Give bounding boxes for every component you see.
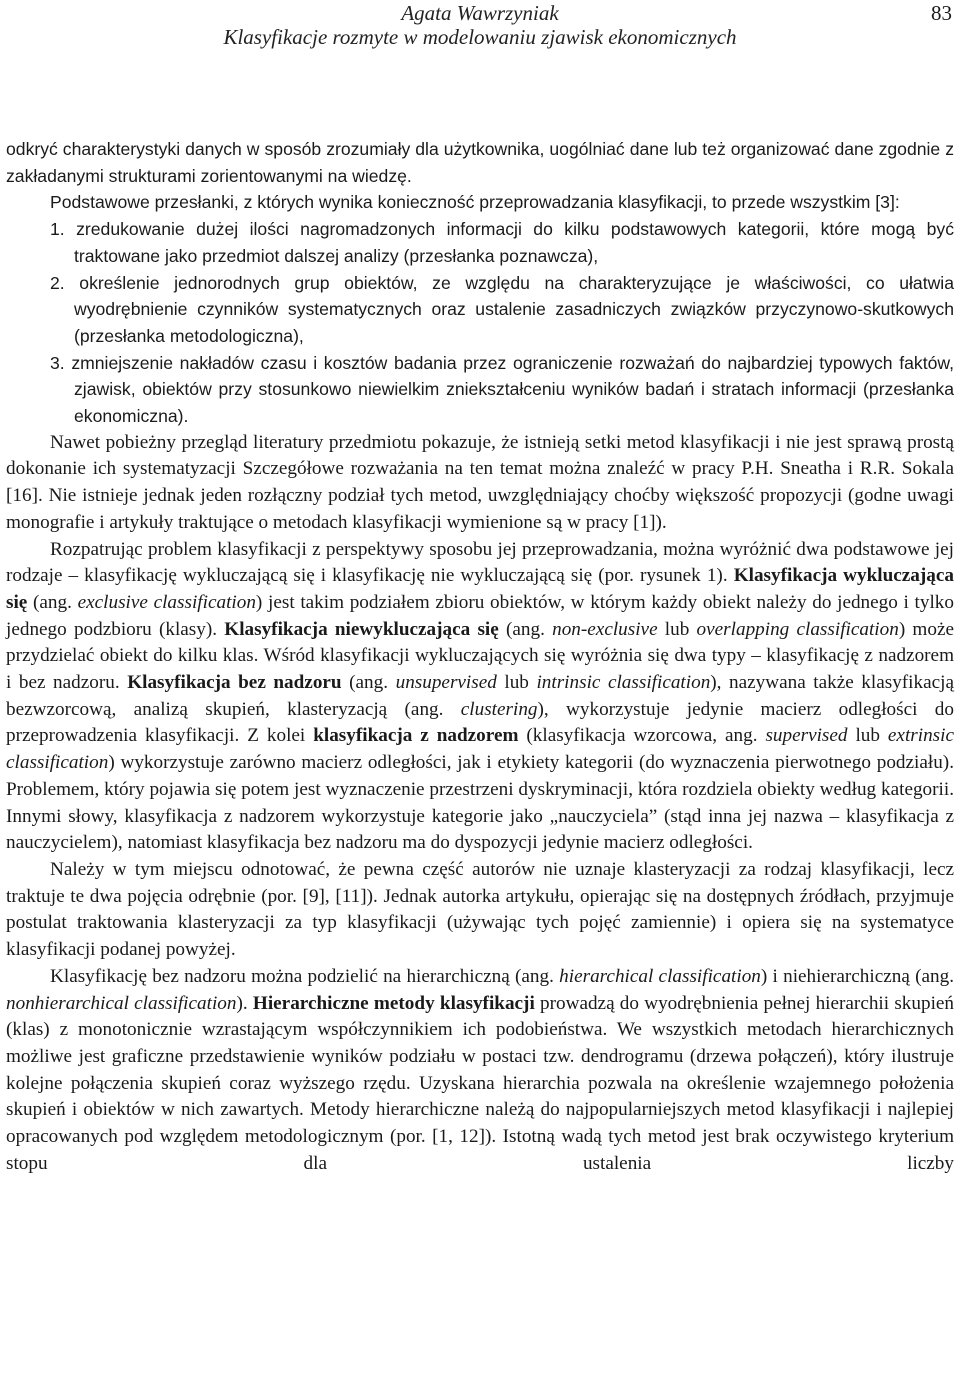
text-run: (ang.: [498, 618, 553, 640]
paragraph-4: [6, 537, 954, 857]
text-run: ) może przydzielać obiekt do kilku klas. Wśród klasyfikacji wykluczających się wyróżnia się dwa typy – klasyfikację z nadzorem i bez nadzoru.: [6, 618, 954, 694]
list-item-2: 2. określenie jednorodnych grup obiektów, ze względu na charakteryzujące je właściwości, co ułatwia wyodrębnienie czynników systematycznych oraz ustalenie zasadniczych związków przyczynowo-skutkowych (przesłanka metodologiczna),: [50, 272, 954, 346]
header-title: Klasyfikacje rozmyte w modelowaniu zjawisk ekonomicznych: [223, 25, 737, 49]
text-run: ), wykorzystuje jedynie macierz odległości do przeprowadzenia klasyfikacji. Z kolei: [6, 698, 954, 747]
term-exclusive: Klasyfikacja wykluczająca się: [6, 565, 954, 613]
text-run: (ang.: [341, 672, 396, 694]
term-unsupervised: Klasyfikacja bez nadzoru: [127, 672, 342, 694]
text-run: ).: [236, 992, 253, 1014]
term-english: nonhierarchical classification: [6, 992, 237, 1014]
text-run: ), nazywana także klasyfikacją bezwzorcową, analizą skupień, klasteryzacją (ang.: [6, 672, 954, 720]
list-item-3: 3. zmniejszenie nakładów czasu i kosztów badania przez ograniczenie rozważań do najbardziej typowych faktów, zjawisk, obiektów przy stosunkowo niewielkim zniekształceniu wyników badań i stratach informacji (przesłanka ekonomiczna).: [50, 352, 954, 427]
text-run: lub: [496, 672, 537, 694]
text-run: ) wykorzystuje zarówno macierz odległości, jak i etykiety kategorii (do wyznaczenia pierwotnego podziału). Problemem, który pojawia się potem jest wyznaczenie przestrzeni dyskryminacji, która rozdziela obiekty według kategorii. Innymi słowy, klasyfikacja z nadzorem wykorzystuje kategorie jako „nauczyciela” (stąd inna jej nazwa – klasyfikacja z nauczycielem), natomiast klasyfikacja bez nadzoru ma do dyspozycji jedynie macierz odległości.: [6, 752, 954, 854]
page-number: 83: [931, 1, 952, 25]
term-english: intrinsic classification: [536, 672, 711, 694]
term-english: clustering: [460, 698, 538, 720]
text-run: lub: [657, 618, 697, 640]
body-text: [6, 136, 954, 1177]
paragraph-5: Należy w tym miejscu odnotować, że pewna część autorów nie uznaje klasteryzacji za rodzaj klasyfikacji, lecz traktuje te dwa pojęcia odrębnie (por. [9], [11]). Jednak autorka artykułu, opierając się na dostępnych źródłach, przyjmuje postulat traktowania klasteryzacji za typ klasyfikacji (używając tych pojęć zamiennie) i opiera się na systematyce klasyfikacji podanej powyżej.: [6, 858, 954, 961]
running-header: [0, 0, 960, 60]
paragraph-1: odkryć charakterystyki danych w sposób zrozumiały dla użytkownika, uogólniać dane lub też organizować dane zgodnie z zakładanymi strukturami zorientowanymi na wiedzę.: [6, 139, 954, 186]
list-item-1: 1. zredukowanie dużej ilości nagromadzonych informacji do kilku podstawowych kategorii, które mogą być traktowane jako przedmiot dalszej analizy (przesłanka poznawcza),: [50, 219, 954, 266]
term-english: unsupervised: [395, 672, 497, 694]
text-run: (klasyfikacja wzorcowa, ang.: [518, 725, 766, 747]
term-non-exclusive: Klasyfikacja niewykluczająca się: [224, 618, 499, 640]
term-english: overlapping classification: [696, 618, 899, 640]
term-english: hierarchical classification: [559, 965, 761, 987]
paragraph-6: [6, 964, 954, 1178]
paragraph-2: Podstawowe przesłanki, z których wynika konieczność przeprowadzania klasyfikacji, to przede wszystkim [3]:: [50, 192, 900, 213]
header-author: Agata Wawrzyniak: [401, 1, 559, 25]
paragraph-3: Nawet pobieżny przegląd literatury przedmiotu pokazuje, że istnieją setki metod klasyfikacji i nie jest sprawą prostą dokonanie ich systematyzacji Szczegółowe rozważania na ten temat można znaleźć w pracy P.H. Sneatha i R.R. Sokala [16]. Nie istnieje jednak jeden rozłączny podział tych metod, uwzględniający choćby większość propozycji (godne uwagi monografie i artykuły traktujące o metodach klasyfikacji wymienione są w pracy [1]).: [6, 431, 954, 533]
text-run: lub: [847, 725, 888, 747]
term-hierarchical: Hierarchiczne metody klasyfikacji: [252, 992, 535, 1014]
text-run: ) jest takim podziałem zbioru obiektów, w którym każdy obiekt należy do jednego i tylko jednego podzbioru (klasy).: [6, 591, 954, 640]
text-run: Klasyfikację bez nadzoru można podzielić na hierarchiczną (ang.: [50, 965, 560, 987]
term-english: supervised: [765, 725, 848, 747]
term-english: exclusive classification: [77, 591, 256, 613]
term-english: non-exclusive: [552, 618, 658, 640]
text-run: Rozpatrując problem klasyfikacji z perspektywy sposobu jej przeprowadzania, można wyróżnić dwa podstawowe jej rodzaje – klasyfikację wykluczającą się i klasyfikację nie wykluczającą się (por. rysunek 1).: [6, 538, 954, 587]
term-english: extrinsic classification: [6, 725, 954, 774]
text-run: (ang.: [27, 591, 78, 613]
term-supervised: klasyfikacja z nadzorem: [313, 725, 519, 747]
text-run: prowadzą do wyodrębnienia pełnej hierarchii skupień (klas) z monotonicznie wzrastającym współczynnikiem ich podobieństwa. We wszystkich metodach hierarchicznych możliwe jest graficzne przedstawienie wyników podziału w postaci tzw. dendrogramu (drzewa połączeń), który ilustruje kolejne połączenia skupień coraz wyższego rzędu. Uzyskana hierarchia pozwala na określenie wzajemnego położenia skupień i obiektów w nich zawartych. Metody hierarchiczne należą do najpopularniejszych metod klasyfikacji i najlepiej opracowanych pod względem metodologicznym (por. [1, 12]). Istotną wadą tych metod jest brak oczywistego kryterium stopu dla ustalenia liczby: [6, 992, 955, 1174]
text-run: ) i niehierarchiczną (ang.: [760, 965, 955, 987]
